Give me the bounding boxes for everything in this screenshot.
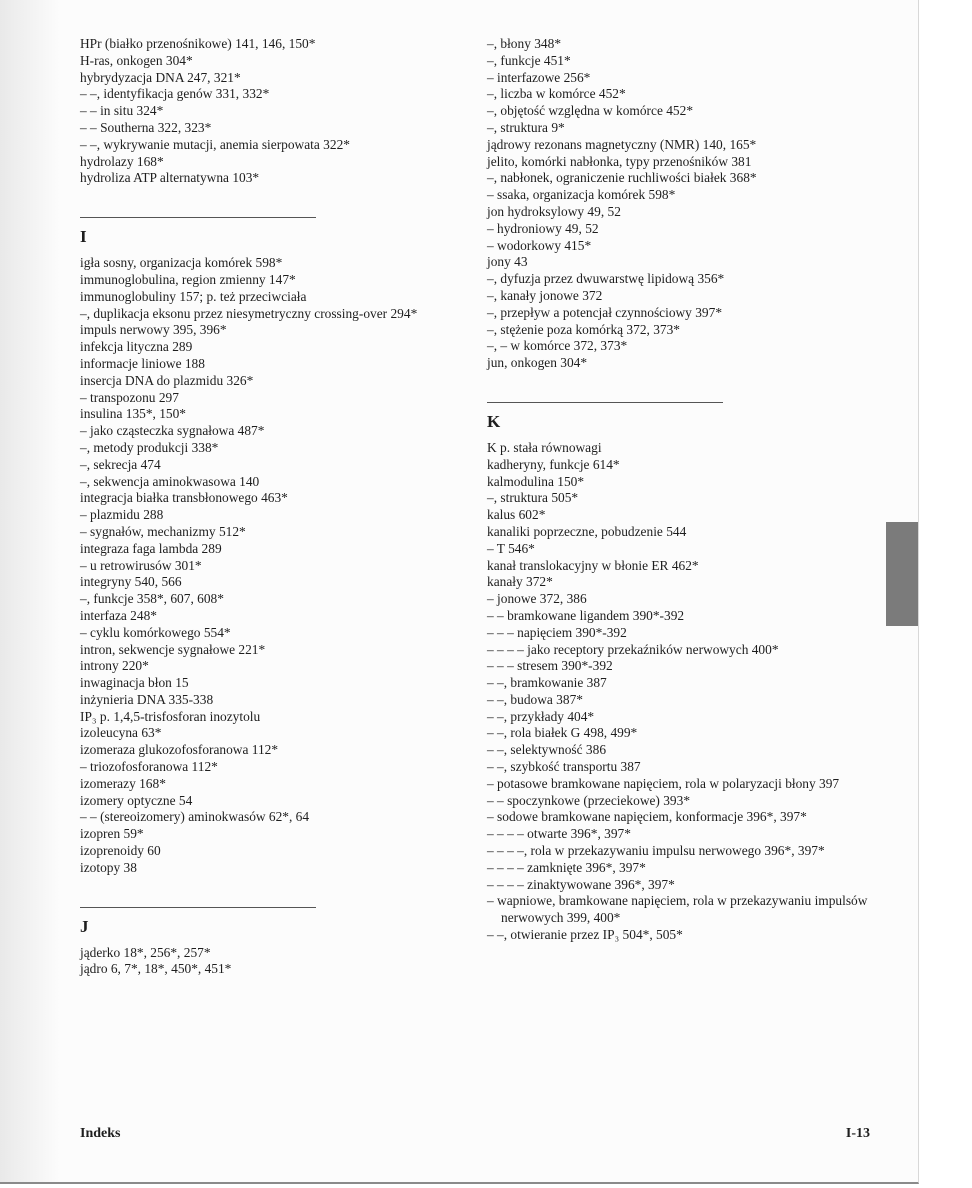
index-entry: impuls nerwowy 395, 396* [80,322,227,338]
index-entry: – –, wykrywanie mutacji, anemia sierpowata 322* [80,136,350,152]
index-entry: –, struktura 505* [487,490,579,506]
index-entry: – triozofosforanowa 112* [80,759,218,775]
index-entry: – – – –, rola w przekazywaniu impulsu nerwowego 396*, 397* [487,843,825,859]
index-entry: introny 220* [80,658,149,674]
index-entry: – –, przykłady 404* [487,708,595,724]
index-entry: –, duplikacja eksonu przez niesymetryczny crossing-over 294* [80,305,418,321]
index-entry: – – – napięciem 390*-392 [487,624,627,640]
index-entry: kanał translokacyjny w błonie ER 462* [487,557,699,573]
letter-section-k [487,402,877,432]
letter-section-j [80,907,468,937]
index-entry: inżynieria DNA 335-338 [80,691,214,707]
index-entry: –, dyfuzja przez dwuwarstwę lipidową 356* [487,271,725,287]
index-entry: –, przepływ a potencjał czynnościowy 397* [487,304,723,320]
index-entry: –, struktura 9* [487,119,565,135]
index-entry: izopren 59* [80,826,144,842]
index-entry: – – (stereoizomery) aminokwasów 62*, 64 [80,809,310,825]
index-entry: –, sekrecja 474 [80,456,161,472]
index-entry: jądro 6, 7*, 18*, 450*, 451* [80,961,232,977]
index-entry: infekcja lityczna 289 [80,339,193,355]
index-entry: – – Southerna 322, 323* [80,119,212,135]
index-entry: interfaza 248* [80,607,157,623]
index-entry: immunoglobulina, region zmienny 147* [80,271,296,287]
index-entry: izoprenoidy 60 [80,843,161,859]
index-entry: – wodorkowy 415* [487,237,592,253]
index-entry: – sygnałów, mechanizmy 512* [80,523,246,539]
index-entry: hydrolazy 168* [80,153,164,169]
index-entry: – cyklu komórkowego 554* [80,624,231,640]
left-column [80,36,468,978]
thumb-index-tab [886,522,918,626]
index-entry: integraza faga lambda 289 [80,540,222,556]
index-entry: – jako cząsteczka sygnałowa 487* [80,423,265,439]
index-entry: – – – – zamknięte 396*, 397* [487,859,646,875]
index-entry: igła sosny, organizacja komórek 598* [80,255,283,271]
index-entry: jon hydroksylowy 49, 52 [487,203,621,219]
index-entry: – jonowe 372, 386 [487,591,587,607]
index-entry: – wapniowe, bramkowane napięciem, rola w przekazywaniu impulsów nerwowych 399, 400* [487,893,868,926]
binding-shadow [0,0,60,1182]
index-entry: – sodowe bramkowane napięciem, konformacje 396*, 397* [487,809,807,825]
index-entry: – hydroniowy 49, 52 [487,220,599,236]
index-entry: jądrowy rezonans magnetyczny (NMR) 140, 165* [487,136,757,152]
footer-section-title: Indeks [80,1126,121,1141]
section-letter: K [487,411,501,431]
index-entry: – – – stresem 390*-392 [487,658,613,674]
index-entry: – –, bramkowanie 387 [487,675,607,691]
index-entry: izotopy 38 [80,859,137,875]
index-entry: – –, rola białek G 498, 499* [487,725,638,741]
section-divider [80,217,316,218]
index-entry: kalmodulina 150* [487,473,585,489]
index-entry: – – bramkowane ligandem 390*-392 [487,607,685,623]
index-entry: izoleucyna 63* [80,725,162,741]
index-entry: jelito, komórki nabłonka, typy przenośników 381 [487,153,752,169]
right-column [487,36,877,944]
index-entry: izomeraza glukozofosforanowa 112* [80,742,279,758]
index-entry: –, metody produkcji 338* [80,439,219,455]
index-entry: insulina 135*, 150* [80,406,187,422]
index-entry: – –, identyfikacja genów 331, 332* [80,86,270,102]
section-letter: I [80,227,87,247]
index-entry: insercja DNA do plazmidu 326* [80,372,254,388]
section-divider [80,907,316,908]
index-entry: kalus 602* [487,507,546,523]
index-entry: kadheryny, funkcje 614* [487,456,620,472]
index-entry: – potasowe bramkowane napięciem, rola w polaryzacji błony 397 [487,775,840,791]
index-entry: jun, onkogen 304* [487,355,588,371]
index-entry: – ssaka, organizacja komórek 598* [487,187,676,203]
index-entry: integracja białka transbłonowego 463* [80,490,288,506]
index-entry: jony 43 [487,254,528,270]
index-entry: –, kanały jonowe 372 [487,287,603,303]
index-entry: izomery optyczne 54 [80,792,193,808]
index-entry: – interfazowe 256* [487,69,591,85]
index-entry: –, – w komórce 372, 373* [487,338,628,354]
index-entry: immunoglobuliny 157; p. też przeciwciała [80,288,307,304]
index-entry: –, sekwencja aminokwasowa 140 [80,473,260,489]
index-entry: hydroliza ATP alternatywna 103* [80,170,260,186]
index-entry: –, liczba w komórce 452* [487,86,626,102]
index-entry: –, nabłonek, ograniczenie ruchliwości białek 368* [487,170,757,186]
index-entry: kanały 372* [487,574,553,590]
index-entry: –, funkcje 451* [487,52,571,68]
index-entry: – – in situ 324* [80,103,164,119]
page-number: I-13 [845,1126,870,1141]
index-entry: jąderko 18*, 256*, 257* [80,944,211,960]
index-entry: IP₃ p. 1,4,5-trisfosforan inozytolu [80,708,261,724]
index-entry: – – – – zinaktywowane 396*, 397* [487,876,675,892]
index-entry: – – – – otwarte 396*, 397* [487,826,631,842]
index-entry: intron, sekwencje sygnałowe 221* [80,641,266,657]
section-letter: J [80,916,89,936]
index-entry: – –, otwieranie przez IP₃ 504*, 505* [487,927,683,943]
index-entry: integryny 540, 566 [80,574,182,590]
index-entry: – transpozonu 297 [80,389,179,405]
section-divider [487,402,723,403]
letter-section-i [80,217,468,247]
index-entry: – u retrowirusów 301* [80,557,202,573]
index-entry: – –, selektywność 386 [487,742,607,758]
index-entry: izomerazy 168* [80,775,166,791]
index-entry: – – spoczynkowe (przeciekowe) 393* [487,792,691,808]
index-entry: inwaginacja błon 15 [80,675,189,691]
index-entry: informacje liniowe 188 [80,355,205,371]
index-entry: – T 546* [487,540,535,556]
index-entry: K p. stała równowagi [487,439,602,455]
index-entry: – plazmidu 288 [80,507,164,523]
index-entry: – –, szybkość transportu 387 [487,759,641,775]
index-entry: – – – – jako receptory przekaźników nerwowych 400* [487,641,779,657]
index-entry: –, funkcje 358*, 607, 608* [80,591,224,607]
index-entry: H-ras, onkogen 304* [80,52,193,68]
index-entry: HPr (białko przenośnikowe) 141, 146, 150* [80,36,316,51]
index-entry: –, objętość względna w komórce 452* [487,103,694,119]
index-entry: – –, budowa 387* [487,691,583,707]
index-entry: hybrydyzacja DNA 247, 321* [80,69,241,85]
index-entry: –, błony 348* [487,36,562,51]
index-entry: –, stężenie poza komórką 372, 373* [487,321,680,337]
index-entry: kanaliki poprzeczne, pobudzenie 544 [487,523,687,539]
